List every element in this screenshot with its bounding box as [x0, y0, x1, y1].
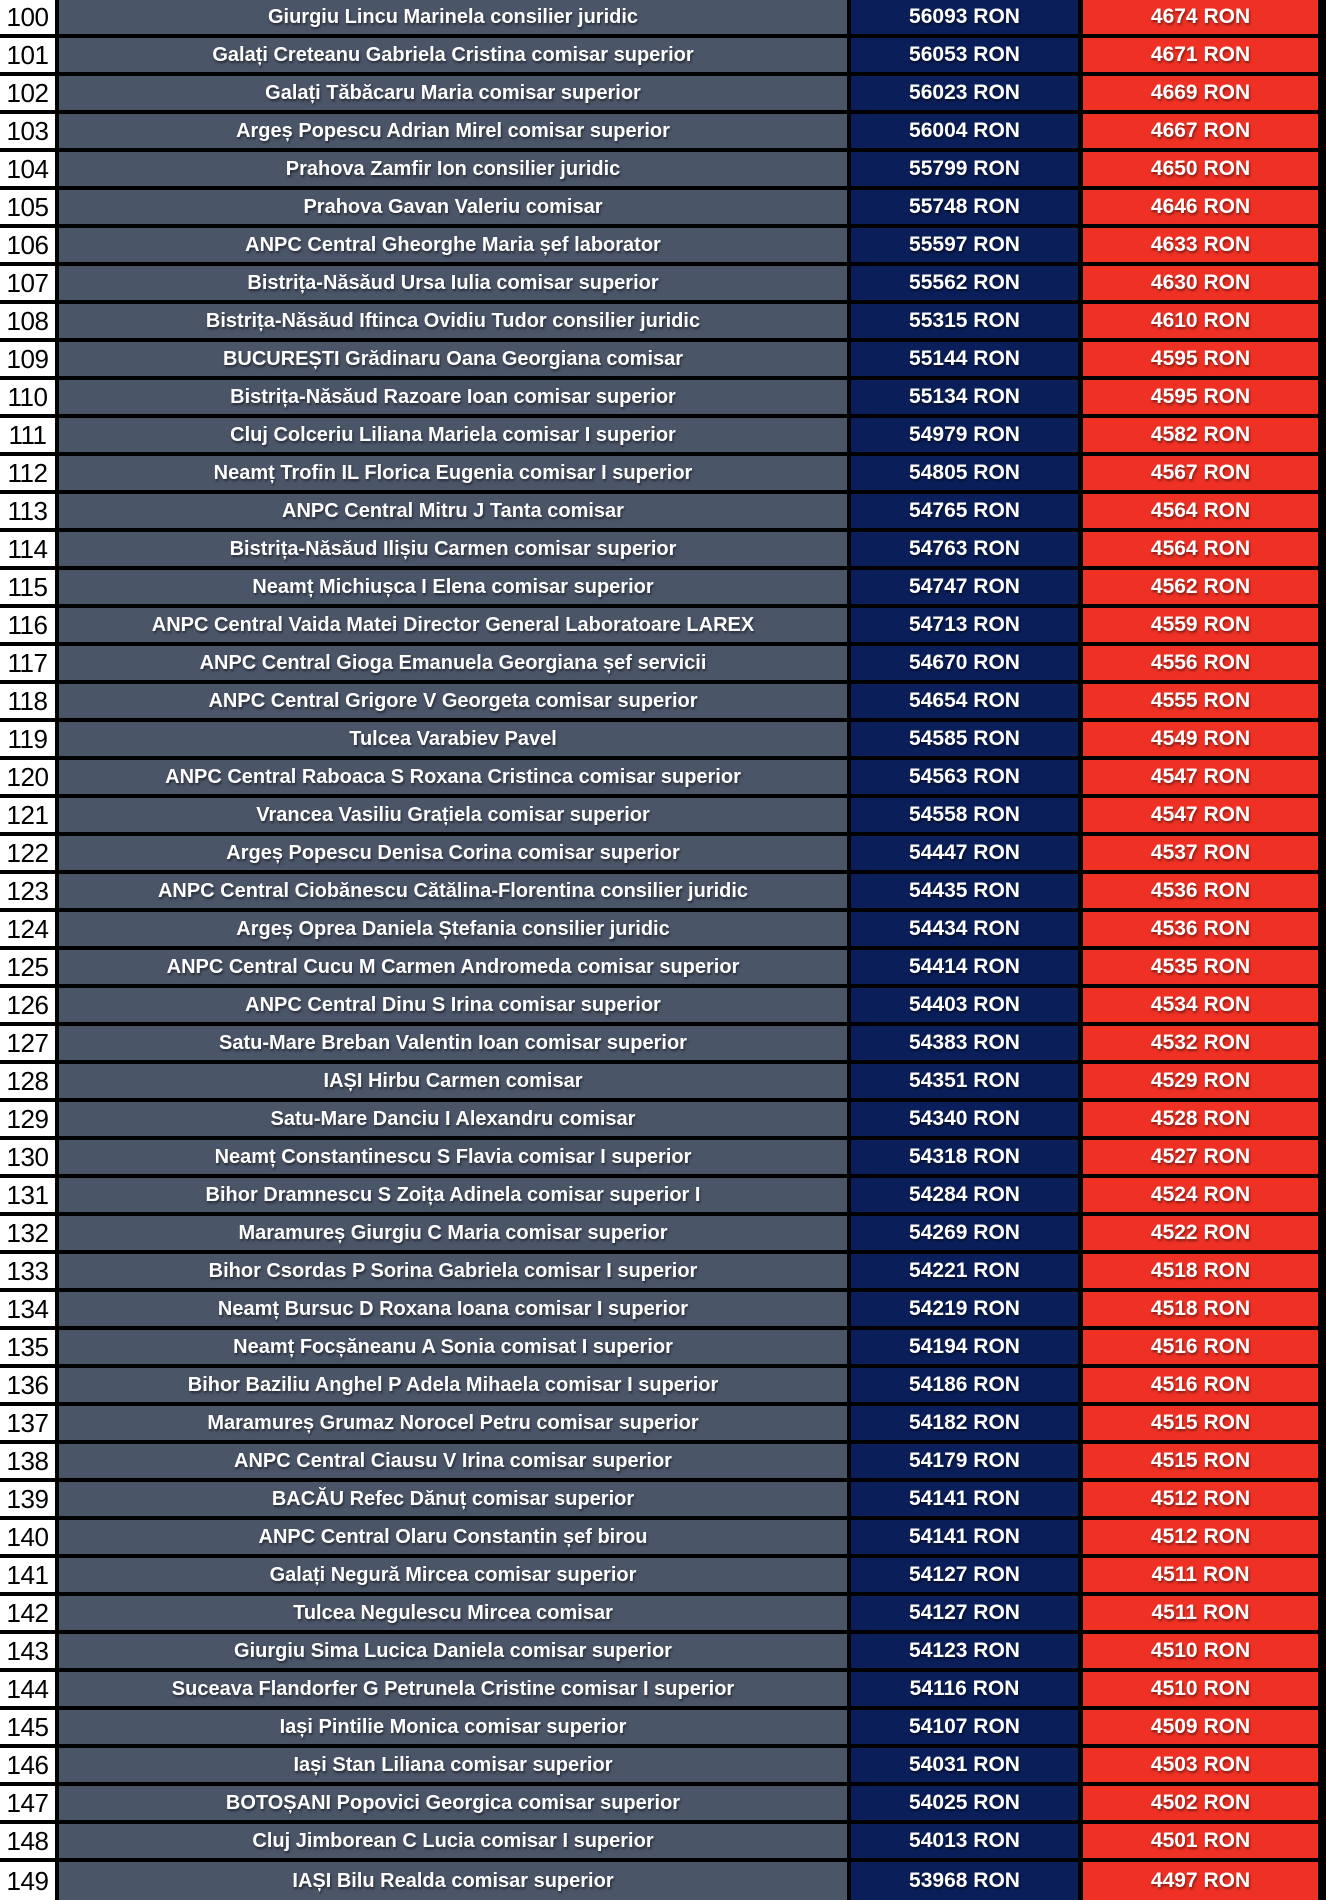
name-cell: Bihor Baziliu Anghel P Adela Mihaela comisar I superior: [55, 1368, 847, 1406]
name-cell: Tulcea Negulescu Mircea comisar: [55, 1596, 847, 1634]
net-salary-cell: 4595 RON: [1078, 380, 1326, 418]
net-salary-cell: 4559 RON: [1078, 608, 1326, 646]
net-salary-cell: 4518 RON: [1078, 1292, 1326, 1330]
row-number-cell: 130: [0, 1140, 55, 1178]
net-salary-cell: 4547 RON: [1078, 798, 1326, 836]
name-cell: BACĂU Refec Dănuț comisar superior: [55, 1482, 847, 1520]
net-salary-cell: 4595 RON: [1078, 342, 1326, 380]
gross-salary-cell: 54318 RON: [847, 1140, 1078, 1178]
net-salary-cell: 4511 RON: [1078, 1596, 1326, 1634]
row-number-cell: 107: [0, 266, 55, 304]
row-number-cell: 144: [0, 1672, 55, 1710]
name-cell: Maramureș Grumaz Norocel Petru comisar superior: [55, 1406, 847, 1444]
row-number-cell: 111: [0, 418, 55, 456]
name-cell: Argeș Popescu Denisa Corina comisar superior: [55, 836, 847, 874]
row-number-cell: 148: [0, 1824, 55, 1862]
gross-salary-cell: 54351 RON: [847, 1064, 1078, 1102]
gross-salary-cell: 55562 RON: [847, 266, 1078, 304]
name-cell: Bihor Csordas P Sorina Gabriela comisar I superior: [55, 1254, 847, 1292]
row-number-cell: 141: [0, 1558, 55, 1596]
net-salary-cell: 4532 RON: [1078, 1026, 1326, 1064]
name-cell: Tulcea Varabiev Pavel: [55, 722, 847, 760]
gross-salary-cell: 54179 RON: [847, 1444, 1078, 1482]
name-cell: ANPC Central Gheorghe Maria șef laborator: [55, 228, 847, 266]
name-cell: Neamț Trofin IL Florica Eugenia comisar I superior: [55, 456, 847, 494]
name-cell: Prahova Zamfir Ion consilier juridic: [55, 152, 847, 190]
gross-salary-cell: 54713 RON: [847, 608, 1078, 646]
name-cell: Galați Tăbăcaru Maria comisar superior: [55, 76, 847, 114]
net-salary-cell: 4510 RON: [1078, 1634, 1326, 1672]
net-salary-cell: 4633 RON: [1078, 228, 1326, 266]
gross-salary-cell: 54116 RON: [847, 1672, 1078, 1710]
row-number-cell: 117: [0, 646, 55, 684]
row-number-cell: 124: [0, 912, 55, 950]
gross-salary-cell: 54805 RON: [847, 456, 1078, 494]
gross-salary-cell: 54765 RON: [847, 494, 1078, 532]
net-salary-cell: 4537 RON: [1078, 836, 1326, 874]
net-salary-cell: 4564 RON: [1078, 532, 1326, 570]
gross-salary-cell: 55748 RON: [847, 190, 1078, 228]
name-cell: Bistrița-Năsăud Iftinca Ovidiu Tudor consilier juridic: [55, 304, 847, 342]
gross-salary-cell: 54585 RON: [847, 722, 1078, 760]
net-salary-cell: 4527 RON: [1078, 1140, 1326, 1178]
net-salary-cell: 4567 RON: [1078, 456, 1326, 494]
gross-salary-cell: 54284 RON: [847, 1178, 1078, 1216]
net-salary-cell: 4509 RON: [1078, 1710, 1326, 1748]
row-number-cell: 126: [0, 988, 55, 1026]
net-salary-cell: 4669 RON: [1078, 76, 1326, 114]
net-salary-cell: 4630 RON: [1078, 266, 1326, 304]
row-number-cell: 118: [0, 684, 55, 722]
name-cell: ANPC Central Ciobănescu Cătălina-Florentina consilier juridic: [55, 874, 847, 912]
name-cell: ANPC Central Ciausu V Irina comisar superior: [55, 1444, 847, 1482]
name-cell: Neamț Michiușca I Elena comisar superior: [55, 570, 847, 608]
row-number-cell: 123: [0, 874, 55, 912]
name-cell: Neamț Focșăneanu A Sonia comisat I superior: [55, 1330, 847, 1368]
net-salary-cell: 4503 RON: [1078, 1748, 1326, 1786]
gross-salary-cell: 55144 RON: [847, 342, 1078, 380]
net-salary-cell: 4528 RON: [1078, 1102, 1326, 1140]
row-number-cell: 101: [0, 38, 55, 76]
gross-salary-cell: 54979 RON: [847, 418, 1078, 456]
name-cell: Neamț Bursuc D Roxana Ioana comisar I superior: [55, 1292, 847, 1330]
row-number-cell: 132: [0, 1216, 55, 1254]
net-salary-cell: 4522 RON: [1078, 1216, 1326, 1254]
name-cell: ANPC Central Vaida Matei Director General Laboratoare LAREX: [55, 608, 847, 646]
row-number-cell: 121: [0, 798, 55, 836]
gross-salary-cell: 54414 RON: [847, 950, 1078, 988]
row-number-cell: 112: [0, 456, 55, 494]
net-salary-cell: 4512 RON: [1078, 1520, 1326, 1558]
row-number-cell: 133: [0, 1254, 55, 1292]
net-salary-cell: 4549 RON: [1078, 722, 1326, 760]
row-number-cell: 106: [0, 228, 55, 266]
name-cell: IAȘI Bilu Realda comisar superior: [55, 1862, 847, 1900]
net-salary-cell: 4555 RON: [1078, 684, 1326, 722]
net-salary-cell: 4667 RON: [1078, 114, 1326, 152]
gross-salary-cell: 54340 RON: [847, 1102, 1078, 1140]
net-salary-cell: 4582 RON: [1078, 418, 1326, 456]
name-cell: Giurgiu Sima Lucica Daniela comisar superior: [55, 1634, 847, 1672]
name-cell: Bistrița-Năsăud Ilișiu Carmen comisar superior: [55, 532, 847, 570]
name-cell: Giurgiu Lincu Marinela consilier juridic: [55, 0, 847, 38]
gross-salary-cell: 54123 RON: [847, 1634, 1078, 1672]
name-cell: ANPC Central Olaru Constantin șef birou: [55, 1520, 847, 1558]
gross-salary-cell: 55597 RON: [847, 228, 1078, 266]
gross-salary-cell: 54654 RON: [847, 684, 1078, 722]
row-number-cell: 129: [0, 1102, 55, 1140]
net-salary-cell: 4516 RON: [1078, 1330, 1326, 1368]
gross-salary-cell: 54221 RON: [847, 1254, 1078, 1292]
row-number-cell: 139: [0, 1482, 55, 1520]
gross-salary-cell: 54563 RON: [847, 760, 1078, 798]
gross-salary-cell: 54031 RON: [847, 1748, 1078, 1786]
net-salary-cell: 4646 RON: [1078, 190, 1326, 228]
row-number-cell: 122: [0, 836, 55, 874]
row-number-cell: 143: [0, 1634, 55, 1672]
gross-salary-cell: 54558 RON: [847, 798, 1078, 836]
name-cell: Neamț Constantinescu S Flavia comisar I superior: [55, 1140, 847, 1178]
name-cell: Suceava Flandorfer G Petrunela Cristine comisar I superior: [55, 1672, 847, 1710]
row-number-cell: 138: [0, 1444, 55, 1482]
name-cell: Galați Negură Mircea comisar superior: [55, 1558, 847, 1596]
name-cell: Argeș Popescu Adrian Mirel comisar superior: [55, 114, 847, 152]
name-cell: Bistrița-Năsăud Razoare Ioan comisar superior: [55, 380, 847, 418]
row-number-cell: 140: [0, 1520, 55, 1558]
gross-salary-cell: 56004 RON: [847, 114, 1078, 152]
net-salary-cell: 4547 RON: [1078, 760, 1326, 798]
gross-salary-cell: 54670 RON: [847, 646, 1078, 684]
row-number-cell: 146: [0, 1748, 55, 1786]
name-cell: ANPC Central Dinu S Irina comisar superior: [55, 988, 847, 1026]
row-number-cell: 142: [0, 1596, 55, 1634]
gross-salary-cell: 54025 RON: [847, 1786, 1078, 1824]
net-salary-cell: 4516 RON: [1078, 1368, 1326, 1406]
net-salary-cell: 4501 RON: [1078, 1824, 1326, 1862]
name-cell: Argeș Oprea Daniela Ștefania consilier juridic: [55, 912, 847, 950]
net-salary-cell: 4515 RON: [1078, 1444, 1326, 1482]
row-number-cell: 131: [0, 1178, 55, 1216]
row-number-cell: 127: [0, 1026, 55, 1064]
name-cell: ANPC Central Cucu M Carmen Andromeda comisar superior: [55, 950, 847, 988]
net-salary-cell: 4535 RON: [1078, 950, 1326, 988]
gross-salary-cell: 54383 RON: [847, 1026, 1078, 1064]
net-salary-cell: 4671 RON: [1078, 38, 1326, 76]
net-salary-cell: 4650 RON: [1078, 152, 1326, 190]
gross-salary-cell: 55134 RON: [847, 380, 1078, 418]
row-number-cell: 120: [0, 760, 55, 798]
gross-salary-cell: 54763 RON: [847, 532, 1078, 570]
gross-salary-cell: 55315 RON: [847, 304, 1078, 342]
gross-salary-cell: 54127 RON: [847, 1558, 1078, 1596]
row-number-cell: 128: [0, 1064, 55, 1102]
net-salary-cell: 4515 RON: [1078, 1406, 1326, 1444]
row-number-cell: 116: [0, 608, 55, 646]
gross-salary-cell: 54269 RON: [847, 1216, 1078, 1254]
row-number-cell: 105: [0, 190, 55, 228]
net-salary-cell: 4511 RON: [1078, 1558, 1326, 1596]
net-salary-cell: 4536 RON: [1078, 874, 1326, 912]
row-number-cell: 109: [0, 342, 55, 380]
gross-salary-cell: 54186 RON: [847, 1368, 1078, 1406]
net-salary-cell: 4510 RON: [1078, 1672, 1326, 1710]
net-salary-cell: 4529 RON: [1078, 1064, 1326, 1102]
gross-salary-cell: 55799 RON: [847, 152, 1078, 190]
net-salary-cell: 4534 RON: [1078, 988, 1326, 1026]
net-salary-cell: 4518 RON: [1078, 1254, 1326, 1292]
name-cell: IAȘI Hirbu Carmen comisar: [55, 1064, 847, 1102]
gross-salary-cell: 54434 RON: [847, 912, 1078, 950]
gross-salary-cell: 54194 RON: [847, 1330, 1078, 1368]
gross-salary-cell: 54435 RON: [847, 874, 1078, 912]
name-cell: Satu-Mare Danciu I Alexandru comisar: [55, 1102, 847, 1140]
name-cell: Bistrița-Năsăud Ursa Iulia comisar superior: [55, 266, 847, 304]
net-salary-cell: 4497 RON: [1078, 1862, 1326, 1900]
gross-salary-cell: 54447 RON: [847, 836, 1078, 874]
gross-salary-cell: 54747 RON: [847, 570, 1078, 608]
name-cell: Iași Stan Liliana comisar superior: [55, 1748, 847, 1786]
name-cell: ANPC Central Gioga Emanuela Georgiana șef servicii: [55, 646, 847, 684]
net-salary-cell: 4524 RON: [1078, 1178, 1326, 1216]
row-number-cell: 145: [0, 1710, 55, 1748]
name-cell: Galați Creteanu Gabriela Cristina comisar superior: [55, 38, 847, 76]
row-number-cell: 137: [0, 1406, 55, 1444]
name-cell: Cluj Colceriu Liliana Mariela comisar I superior: [55, 418, 847, 456]
row-number-cell: 108: [0, 304, 55, 342]
name-cell: Cluj Jimborean C Lucia comisar I superior: [55, 1824, 847, 1862]
row-number-cell: 102: [0, 76, 55, 114]
gross-salary-cell: 53968 RON: [847, 1862, 1078, 1900]
row-number-cell: 134: [0, 1292, 55, 1330]
row-number-cell: 114: [0, 532, 55, 570]
net-salary-cell: 4562 RON: [1078, 570, 1326, 608]
name-cell: ANPC Central Mitru J Tanta comisar: [55, 494, 847, 532]
row-number-cell: 110: [0, 380, 55, 418]
net-salary-cell: 4502 RON: [1078, 1786, 1326, 1824]
row-number-cell: 115: [0, 570, 55, 608]
row-number-cell: 147: [0, 1786, 55, 1824]
name-cell: Vrancea Vasiliu Grațiela comisar superior: [55, 798, 847, 836]
row-number-cell: 103: [0, 114, 55, 152]
name-cell: Maramureș Giurgiu C Maria comisar superior: [55, 1216, 847, 1254]
gross-salary-cell: 54219 RON: [847, 1292, 1078, 1330]
name-cell: BUCUREȘTI Grădinaru Oana Georgiana comisar: [55, 342, 847, 380]
name-cell: Prahova Gavan Valeriu comisar: [55, 190, 847, 228]
gross-salary-cell: 54403 RON: [847, 988, 1078, 1026]
name-cell: ANPC Central Raboaca S Roxana Cristinca comisar superior: [55, 760, 847, 798]
row-number-cell: 149: [0, 1862, 55, 1900]
row-number-cell: 125: [0, 950, 55, 988]
row-number-cell: 119: [0, 722, 55, 760]
gross-salary-cell: 54013 RON: [847, 1824, 1078, 1862]
gross-salary-cell: 54107 RON: [847, 1710, 1078, 1748]
gross-salary-cell: 54127 RON: [847, 1596, 1078, 1634]
net-salary-cell: 4536 RON: [1078, 912, 1326, 950]
net-salary-cell: 4674 RON: [1078, 0, 1326, 38]
name-cell: ANPC Central Grigore V Georgeta comisar superior: [55, 684, 847, 722]
row-number-cell: 113: [0, 494, 55, 532]
net-salary-cell: 4556 RON: [1078, 646, 1326, 684]
name-cell: Bihor Dramnescu S Zoița Adinela comisar superior I: [55, 1178, 847, 1216]
gross-salary-cell: 56023 RON: [847, 76, 1078, 114]
row-number-cell: 135: [0, 1330, 55, 1368]
row-number-cell: 100: [0, 0, 55, 38]
gross-salary-cell: 54182 RON: [847, 1406, 1078, 1444]
gross-salary-cell: 56093 RON: [847, 0, 1078, 38]
gross-salary-cell: 54141 RON: [847, 1482, 1078, 1520]
name-cell: Satu-Mare Breban Valentin Ioan comisar superior: [55, 1026, 847, 1064]
name-cell: Iași Pintilie Monica comisar superior: [55, 1710, 847, 1748]
name-cell: BOTOȘANI Popovici Georgica comisar superior: [55, 1786, 847, 1824]
gross-salary-cell: 56053 RON: [847, 38, 1078, 76]
gross-salary-cell: 54141 RON: [847, 1520, 1078, 1558]
net-salary-cell: 4564 RON: [1078, 494, 1326, 532]
net-salary-cell: 4512 RON: [1078, 1482, 1326, 1520]
net-salary-cell: 4610 RON: [1078, 304, 1326, 342]
row-number-cell: 136: [0, 1368, 55, 1406]
row-number-cell: 104: [0, 152, 55, 190]
